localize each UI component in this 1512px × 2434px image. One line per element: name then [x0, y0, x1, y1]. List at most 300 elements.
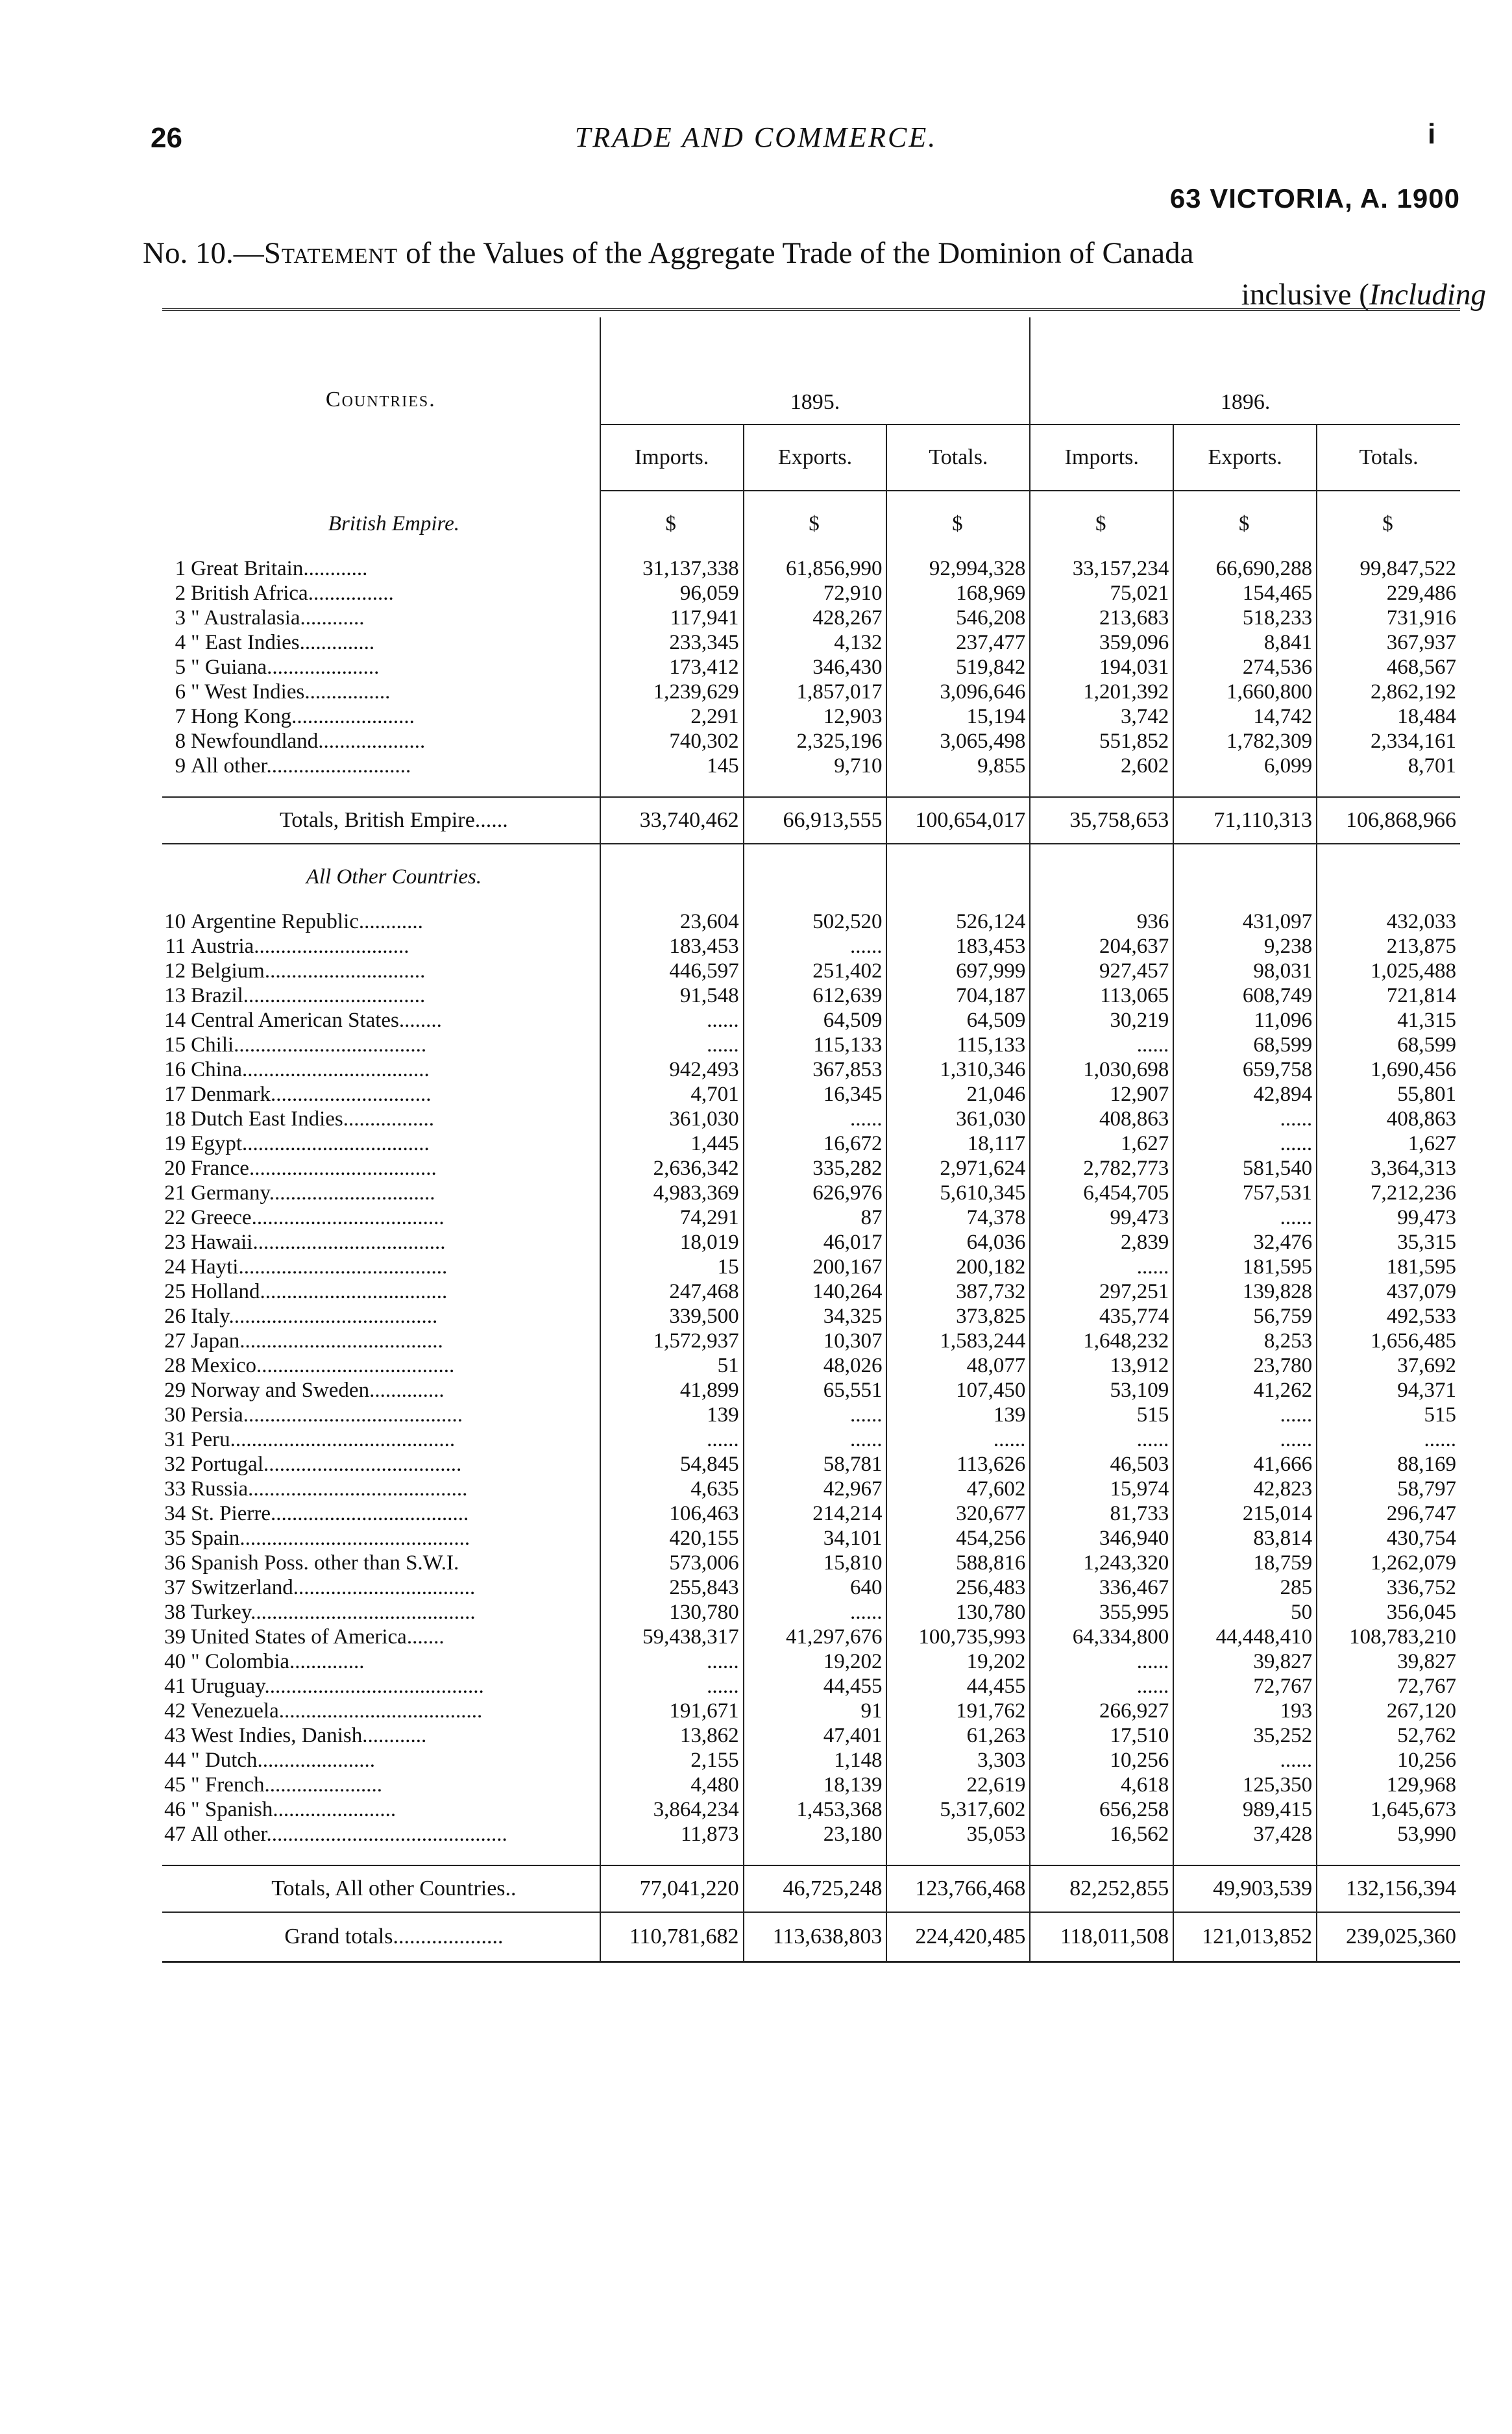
trade-value: 581,540 [1173, 1156, 1317, 1181]
trade-value: 200,167 [744, 1255, 887, 1279]
british-country-row [162, 704, 1460, 729]
trade-value: ...... [744, 1427, 887, 1452]
row-number: 39 [164, 1625, 186, 1649]
other-country-row [162, 1378, 1460, 1403]
trade-value: ...... [1173, 1107, 1317, 1131]
row-number: 5 [175, 656, 186, 679]
trade-value: 42,967 [744, 1477, 887, 1501]
trade-value: 8,841 [1173, 630, 1317, 655]
trade-value: 10,307 [744, 1329, 887, 1353]
trade-value: 1,627 [1408, 1132, 1456, 1155]
trade-value: 4,635 [600, 1477, 744, 1501]
row-number: 4 [175, 631, 186, 654]
trade-value: ...... [600, 1033, 744, 1057]
row-number: 38 [164, 1601, 186, 1624]
trade-value: 100,735,993 [886, 1625, 1030, 1649]
row-number: 36 [164, 1551, 186, 1575]
trade-value: 5,610,345 [886, 1181, 1030, 1205]
trade-value: 194,031 [1030, 655, 1173, 680]
trade-value: 18,759 [1173, 1551, 1317, 1575]
other-country-row [162, 1131, 1460, 1156]
trade-value: 285 [1173, 1575, 1317, 1600]
trade-value: 1,148 [744, 1748, 887, 1773]
country-name: Great Britain............ [188, 556, 600, 581]
trade-value: ...... [1424, 1428, 1456, 1451]
trade-value: 13,912 [1030, 1353, 1173, 1378]
trade-value: 58,797 [1397, 1477, 1456, 1501]
col-totals-1895: Totals. [886, 424, 1030, 491]
row-number: 16 [164, 1058, 186, 1081]
other-country-row [162, 1205, 1460, 1230]
trade-value: 113,065 [1030, 983, 1173, 1008]
trade-value: 22,619 [886, 1773, 1030, 1797]
trade-value: 297,251 [1030, 1279, 1173, 1304]
trade-value: 1,656,485 [1371, 1329, 1456, 1353]
other-country-row [162, 1329, 1460, 1353]
trade-value: 640 [744, 1575, 887, 1600]
trade-value: 373,825 [886, 1304, 1030, 1329]
col-imports-1895: Imports. [600, 424, 744, 491]
other-country-row [162, 1403, 1460, 1427]
trade-value: 23,780 [1173, 1353, 1317, 1378]
trade-value: 1,239,629 [600, 680, 744, 704]
trade-value: 387,732 [886, 1279, 1030, 1304]
trade-value: 515 [1030, 1403, 1173, 1427]
british-country-row [162, 754, 1460, 778]
trade-value: 30,219 [1030, 1008, 1173, 1033]
other-country-row [162, 1452, 1460, 1477]
other-country-row [162, 1625, 1460, 1649]
trade-value: 612,639 [744, 983, 887, 1008]
country-name: Spain........................................... [188, 1526, 600, 1551]
other-country-row [162, 1279, 1460, 1304]
trade-value: 47,401 [744, 1723, 887, 1748]
british-total-value: 33,740,462 [600, 797, 744, 844]
trade-value: 2,971,624 [886, 1156, 1030, 1181]
trade-value: 431,097 [1173, 909, 1317, 934]
country-name: All other........................... [188, 754, 600, 778]
trade-value: 346,430 [744, 655, 887, 680]
trade-value: 2,291 [600, 704, 744, 729]
row-number: 35 [164, 1527, 186, 1550]
trade-value: 64,509 [886, 1008, 1030, 1033]
other-country-row [162, 1107, 1460, 1131]
trade-value: 51 [600, 1353, 744, 1378]
country-name: Egypt................................... [188, 1131, 600, 1156]
page-number: 26 [151, 122, 182, 154]
trade-value: 88,169 [1397, 1453, 1456, 1476]
trade-value: 61,263 [886, 1723, 1030, 1748]
trade-value: 23,180 [744, 1822, 887, 1847]
british-country-row [162, 680, 1460, 704]
spacer-row [162, 778, 1460, 797]
trade-value: 1,243,320 [1030, 1551, 1173, 1575]
trade-value: 173,412 [600, 655, 744, 680]
country-name: St. Pierre..................................... [188, 1501, 600, 1526]
trade-value: 255,843 [600, 1575, 744, 1600]
country-name: Japan...................................... [188, 1329, 600, 1353]
trade-value: 19,202 [744, 1649, 887, 1674]
trade-value: ...... [1030, 1427, 1173, 1452]
trade-value: 1,025,488 [1371, 959, 1456, 983]
trade-value: 139 [886, 1403, 1030, 1427]
other-country-row [162, 1773, 1460, 1797]
trade-value: 16,672 [744, 1131, 887, 1156]
trade-value: 91 [744, 1699, 887, 1723]
row-number: 47 [164, 1823, 186, 1846]
grand-totals-row [162, 1912, 1460, 1962]
trade-value: 130,780 [886, 1600, 1030, 1625]
trade-value: 213,683 [1030, 606, 1173, 630]
trade-value: 10,256 [1397, 1749, 1456, 1772]
trade-value: 11,873 [600, 1822, 744, 1847]
trade-value: 91,548 [600, 983, 744, 1008]
year-1895-header: 1895. [600, 317, 1030, 424]
trade-value: 130,780 [600, 1600, 744, 1625]
trade-value: 96,059 [600, 581, 744, 606]
trade-value: 64,334,800 [1030, 1625, 1173, 1649]
row-number: 17 [164, 1083, 186, 1106]
trade-value: 54,845 [600, 1452, 744, 1477]
trade-value: ...... [600, 1649, 744, 1674]
row-number: 43 [164, 1724, 186, 1747]
trade-value: 740,302 [600, 729, 744, 754]
trade-value: 47,602 [886, 1477, 1030, 1501]
trade-value: 81,733 [1030, 1501, 1173, 1526]
country-name: Central American States........ [188, 1008, 600, 1033]
country-name: Italy....................................... [188, 1304, 600, 1329]
trade-value: 39,827 [1397, 1650, 1456, 1673]
trade-value: 8,701 [1408, 754, 1456, 778]
row-number: 8 [175, 730, 186, 753]
country-name: Belgium.............................. [188, 959, 600, 983]
other-country-row [162, 1674, 1460, 1699]
trade-value: 18,139 [744, 1773, 887, 1797]
caption-statement-word: Statement [263, 236, 398, 270]
other-totals-label: Totals, All other Countries.. [188, 1865, 600, 1912]
other-country-row [162, 1033, 1460, 1057]
country-name: United States of America....... [188, 1625, 600, 1649]
trade-value: 408,863 [1386, 1107, 1456, 1131]
trade-value: 139 [600, 1403, 744, 1427]
trade-value: 154,465 [1173, 581, 1317, 606]
row-number: 20 [164, 1157, 186, 1180]
trade-value: 2,602 [1030, 754, 1173, 778]
trade-value: 515 [1424, 1403, 1456, 1427]
trade-value: 8,253 [1173, 1329, 1317, 1353]
country-name: Denmark.............................. [188, 1082, 600, 1107]
trade-value: 346,940 [1030, 1526, 1173, 1551]
trade-value: 942,493 [600, 1057, 744, 1082]
trade-value: 41,315 [1397, 1009, 1456, 1032]
country-name: Greece.................................... [188, 1205, 600, 1230]
row-number: 37 [164, 1576, 186, 1599]
trade-value: 68,599 [1173, 1033, 1317, 1057]
trade-value: 2,782,773 [1030, 1156, 1173, 1181]
trade-value: 361,030 [886, 1107, 1030, 1131]
trade-value: 214,214 [744, 1501, 887, 1526]
trade-value: 1,445 [600, 1131, 744, 1156]
british-total-value: 106,868,966 [1317, 797, 1460, 844]
trade-value: 4,983,369 [600, 1181, 744, 1205]
trade-value: 1,201,392 [1030, 680, 1173, 704]
trade-value: ...... [600, 1008, 744, 1033]
trade-value: 52,762 [1397, 1724, 1456, 1747]
trade-value: 18,117 [886, 1131, 1030, 1156]
caption-line2-prefix: inclusive ( [1241, 278, 1369, 312]
trade-value: 107,450 [886, 1378, 1030, 1403]
trade-value: 15,810 [744, 1551, 887, 1575]
row-number: 6 [175, 680, 186, 704]
trade-value: 3,864,234 [600, 1797, 744, 1822]
british-totals-row [162, 797, 1460, 844]
trade-value: 656,258 [1030, 1797, 1173, 1822]
trade-value: 468,567 [1386, 656, 1456, 679]
trade-value: 37,428 [1173, 1822, 1317, 1847]
currency-symbol: $ [744, 491, 887, 556]
other-country-row [162, 1723, 1460, 1748]
trade-value: 4,480 [600, 1773, 744, 1797]
country-name: Newfoundland.................... [188, 729, 600, 754]
col-totals-1896: Totals. [1317, 424, 1460, 491]
trade-value: 44,455 [744, 1674, 887, 1699]
trade-value: 72,767 [1173, 1674, 1317, 1699]
row-number: 27 [164, 1329, 186, 1353]
trade-value: 757,531 [1173, 1181, 1317, 1205]
trade-value: 83,814 [1173, 1526, 1317, 1551]
trade-value: 454,256 [886, 1526, 1030, 1551]
trade-statement-table [162, 308, 1460, 1963]
trade-value: 74,291 [600, 1205, 744, 1230]
trade-value: 72,767 [1397, 1675, 1456, 1698]
country-name: Chili.................................... [188, 1033, 600, 1057]
row-number: 9 [175, 754, 186, 778]
british-section-title: British Empire. [188, 491, 600, 556]
other-country-row [162, 1156, 1460, 1181]
trade-value: 296,747 [1386, 1502, 1456, 1525]
statement-caption [143, 232, 1486, 315]
british-country-row [162, 655, 1460, 680]
caption-line1: of the Values of the Aggregate Trade of the Dominion of Canada [398, 236, 1194, 270]
trade-value: 35,315 [1397, 1231, 1456, 1254]
trade-value: 428,267 [744, 606, 887, 630]
row-number: 22 [164, 1206, 186, 1229]
country-name: Peru.......................................... [188, 1427, 600, 1452]
trade-value: 3,364,313 [1371, 1157, 1456, 1180]
trade-value: ...... [1173, 1427, 1317, 1452]
trade-value: 193 [1173, 1699, 1317, 1723]
row-number: 42 [164, 1699, 186, 1723]
row-number: 25 [164, 1280, 186, 1303]
trade-value: ...... [1030, 1649, 1173, 1674]
col-exports-1896: Exports. [1173, 424, 1317, 491]
british-total-value: 100,654,017 [886, 797, 1030, 844]
trade-value: 181,595 [1173, 1255, 1317, 1279]
british-total-value: 35,758,653 [1030, 797, 1173, 844]
row-number: 19 [164, 1132, 186, 1155]
trade-value: 359,096 [1030, 630, 1173, 655]
currency-symbol: $ [1382, 512, 1393, 535]
col-exports-1895: Exports. [744, 424, 887, 491]
trade-value: 721,814 [1386, 984, 1456, 1007]
countries-header: Countries. [162, 317, 600, 491]
trade-value: 87 [744, 1205, 887, 1230]
trade-value: 64,036 [886, 1230, 1030, 1255]
row-number: 44 [164, 1749, 186, 1772]
country-name: Hong Kong....................... [188, 704, 600, 729]
trade-value: 588,816 [886, 1551, 1030, 1575]
trade-value: 65,551 [744, 1378, 887, 1403]
row-number: 10 [164, 910, 186, 933]
british-country-row [162, 581, 1460, 606]
row-number: 34 [164, 1502, 186, 1525]
row-number: 7 [175, 705, 186, 728]
row-number: 28 [164, 1354, 186, 1377]
top-rule [162, 310, 1460, 317]
country-name: Russia......................................... [188, 1477, 600, 1501]
trade-value: 1,660,800 [1173, 680, 1317, 704]
trade-value: 339,500 [600, 1304, 744, 1329]
trade-value: 72,910 [744, 581, 887, 606]
other-totals-row [162, 1865, 1460, 1912]
trade-value: 1,262,079 [1371, 1551, 1456, 1575]
other-country-row [162, 1181, 1460, 1205]
other-country-row [162, 983, 1460, 1008]
trade-value: 1,690,456 [1371, 1058, 1456, 1081]
trade-value: 2,155 [600, 1748, 744, 1773]
trade-value: 367,853 [744, 1057, 887, 1082]
trade-value: 34,101 [744, 1526, 887, 1551]
trade-value: 233,345 [600, 630, 744, 655]
trade-value: 92,994,328 [886, 556, 1030, 581]
grand-total-value: 121,013,852 [1173, 1912, 1317, 1962]
other-country-row [162, 1526, 1460, 1551]
trade-value: 18,019 [600, 1230, 744, 1255]
row-number: 2 [175, 582, 186, 605]
trade-value: 267,120 [1386, 1699, 1456, 1723]
country-name: " French...................... [188, 1773, 600, 1797]
trade-value: 17,510 [1030, 1723, 1173, 1748]
grand-total-value: 118,011,508 [1030, 1912, 1173, 1962]
trade-value: 35,053 [886, 1822, 1030, 1847]
trade-value: 115,133 [744, 1033, 887, 1057]
trade-value: 41,666 [1173, 1452, 1317, 1477]
row-number: 12 [164, 959, 186, 983]
running-title: TRADE AND COMMERCE. [574, 121, 938, 153]
trade-value: 247,468 [600, 1279, 744, 1304]
roman-numeral: i [1428, 118, 1436, 150]
trade-value: 927,457 [1030, 959, 1173, 983]
trade-value: 256,483 [886, 1575, 1030, 1600]
trade-value: 108,783,210 [1349, 1625, 1456, 1649]
country-name: All other............................................. [188, 1822, 600, 1847]
trade-value: 437,079 [1386, 1280, 1456, 1303]
trade-value: 1,648,232 [1030, 1329, 1173, 1353]
other-country-row [162, 1551, 1460, 1575]
caption-line2-italic: Including [1369, 278, 1486, 312]
other-total-value: 46,725,248 [744, 1865, 887, 1912]
trade-value: 12,903 [744, 704, 887, 729]
trade-value: 3,303 [886, 1748, 1030, 1773]
trade-value: 183,453 [600, 934, 744, 959]
british-total-value: 71,110,313 [1173, 797, 1317, 844]
trade-value: 42,823 [1173, 1477, 1317, 1501]
trade-value: 432,033 [1386, 910, 1456, 933]
grand-total-value: 239,025,360 [1317, 1912, 1460, 1962]
trade-value: 139,828 [1173, 1279, 1317, 1304]
other-country-row [162, 1822, 1460, 1847]
trade-value: 2,334,161 [1371, 730, 1456, 753]
trade-value: 12,907 [1030, 1082, 1173, 1107]
row-number: 13 [164, 984, 186, 1007]
other-section-row [162, 844, 1460, 909]
trade-value: 15,974 [1030, 1477, 1173, 1501]
trade-value: 704,187 [886, 983, 1030, 1008]
trade-value: 44,448,410 [1173, 1625, 1317, 1649]
trade-value: ...... [1030, 1033, 1173, 1057]
other-country-row [162, 1699, 1460, 1723]
currency-symbol: $ [1173, 491, 1317, 556]
country-name: " Guiana..................... [188, 655, 600, 680]
trade-value: 94,371 [1397, 1379, 1456, 1402]
trade-value: 274,536 [1173, 655, 1317, 680]
other-country-row [162, 959, 1460, 983]
trade-value: 13,862 [600, 1723, 744, 1748]
trade-value: 39,827 [1173, 1649, 1317, 1674]
trade-value: 42,894 [1173, 1082, 1317, 1107]
trade-value: 546,208 [886, 606, 1030, 630]
row-number: 14 [164, 1009, 186, 1032]
other-total-value: 123,766,468 [886, 1865, 1030, 1912]
trade-value: 106,463 [600, 1501, 744, 1526]
other-country-row [162, 1600, 1460, 1625]
trade-value: 10,256 [1030, 1748, 1173, 1773]
trade-value: ...... [744, 1403, 887, 1427]
british-totals-label: Totals, British Empire...... [188, 797, 600, 844]
trade-value: 420,155 [600, 1526, 744, 1551]
trade-value: 2,839 [1030, 1230, 1173, 1255]
british-country-row [162, 606, 1460, 630]
trade-value: 229,486 [1386, 582, 1456, 605]
row-number: 41 [164, 1675, 186, 1698]
trade-value: 145 [600, 754, 744, 778]
british-section-row [162, 491, 1460, 556]
trade-value: 446,597 [600, 959, 744, 983]
country-name: Portugal..................................... [188, 1452, 600, 1477]
trade-value: 41,899 [600, 1378, 744, 1403]
country-name: West Indies, Danish............ [188, 1723, 600, 1748]
trade-value: 98,031 [1173, 959, 1317, 983]
trade-value: 21,046 [886, 1082, 1030, 1107]
trade-value: 989,415 [1173, 1797, 1317, 1822]
row-number: 18 [164, 1107, 186, 1131]
trade-value: 435,774 [1030, 1304, 1173, 1329]
other-country-row [162, 1797, 1460, 1822]
trade-value: 3,065,498 [886, 729, 1030, 754]
trade-value: 251,402 [744, 959, 887, 983]
trade-value: 99,847,522 [1360, 557, 1456, 580]
trade-value: 2,636,342 [600, 1156, 744, 1181]
country-name: Venezuela...................................... [188, 1699, 600, 1723]
trade-value: 15 [600, 1255, 744, 1279]
row-number: 15 [164, 1033, 186, 1057]
other-country-row [162, 1304, 1460, 1329]
trade-value: 35,252 [1173, 1723, 1317, 1748]
row-number: 32 [164, 1453, 186, 1476]
country-name: Hayti....................................... [188, 1255, 600, 1279]
country-name: " Australasia............ [188, 606, 600, 630]
trade-value: 99,473 [1397, 1206, 1456, 1229]
